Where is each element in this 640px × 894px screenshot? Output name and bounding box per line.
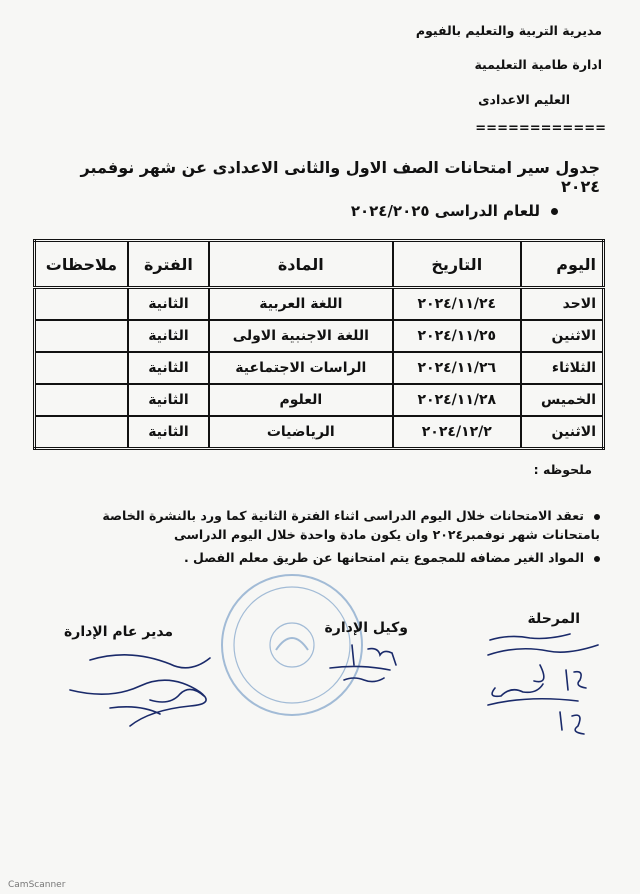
cell-period: الثانية	[128, 416, 209, 449]
cell-period: الثانية	[128, 320, 209, 352]
cell-day: الاثنين	[521, 416, 603, 449]
cell-day: الاثنين	[521, 320, 603, 352]
cell-day: الاحد	[521, 288, 603, 321]
official-stamp	[222, 575, 362, 715]
stage-signature-label: المرحلة	[527, 611, 580, 627]
administration-name: ادارة طامية التعليمية	[474, 57, 602, 72]
note-text: المواد الغير مضافه للمجموع يتم امتحانها عن طريق معلم الفصل .	[183, 550, 584, 565]
directorate-name: مديرية التربية والتعليم بالفيوم	[415, 23, 602, 38]
cell-period: الثانية	[128, 352, 209, 384]
cell-date: ٢٠٢٤/١١/٢٦	[393, 352, 521, 384]
cell-subject: اللغة الاجنبية الاولى	[209, 320, 393, 352]
cell-subject: الرياضيات	[209, 416, 393, 449]
department-name: العليم الاعدادى	[478, 92, 570, 107]
notes-heading: ملحوظه :	[533, 462, 592, 477]
cell-subject: الراسات الاجتماعية	[209, 352, 393, 384]
header-notes: ملاحظات	[35, 241, 128, 288]
deputy-signature-label: وكيل الإدارة	[324, 620, 408, 636]
document-title: جدول سير امتحانات الصف الاول والثانى الاعدادى عن شهر نوفمبر ٢٠٢٤	[80, 158, 600, 196]
cell-period: الثانية	[128, 384, 209, 416]
cell-subject: اللغة العربية	[209, 288, 393, 321]
cell-date: ٢٠٢٤/١٢/٢	[393, 416, 521, 449]
cell-date: ٢٠٢٤/١١/٢٤	[393, 288, 521, 321]
note-text: تعقد الامتحانات خلال اليوم الدراسى اثناء الفترة الثانية كما ورد بالنشرة الخاصة بامتحانات شهر نوفمبر٢٠٢٤ وان يكون مادة واحدة خلال اليوم الدراسى	[102, 508, 600, 542]
scanner-watermark: CamScanner	[8, 880, 66, 890]
cell-subject: العلوم	[209, 384, 393, 416]
cell-day: الخميس	[521, 384, 603, 416]
cell-date: ٢٠٢٤/١١/٢٨	[393, 384, 521, 416]
cell-date: ٢٠٢٤/١١/٢٥	[393, 320, 521, 352]
header-day: اليوم	[521, 241, 603, 288]
director-signature-label: مدير عام الإدارة	[64, 624, 174, 640]
cell-period: الثانية	[128, 288, 209, 321]
header-separator: ============	[475, 121, 606, 136]
header-period: الفترة	[128, 241, 209, 288]
academic-year: للعام الدراسى ٢٠٢٤/٢٠٢٥	[350, 202, 540, 220]
cell-day: الثلاثاء	[521, 352, 603, 384]
header-subject: المادة	[209, 241, 393, 288]
header-date: التاريخ	[393, 241, 521, 288]
handwritten-signatures	[70, 634, 598, 734]
